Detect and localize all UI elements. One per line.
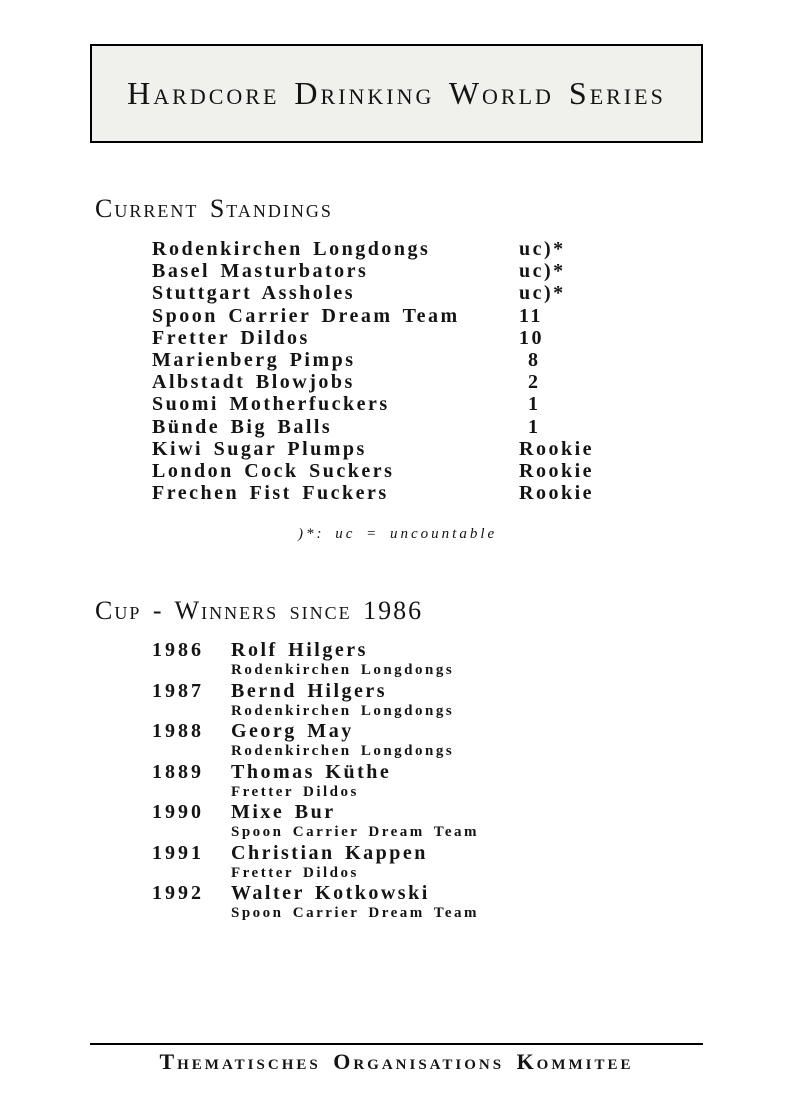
winner-entry	[90, 762, 703, 803]
winner-entry	[90, 681, 703, 722]
winner-entry	[90, 843, 703, 884]
title-box	[90, 44, 703, 143]
winners-heading: Cup - Winners since 1986	[95, 596, 424, 625]
team-name: Marienberg Pimps	[152, 348, 356, 371]
standings-list	[90, 238, 703, 504]
standings-row	[90, 305, 703, 327]
winner-name: Thomas Küthe	[231, 760, 392, 783]
standings-row	[90, 371, 703, 393]
standings-heading: Current Standings	[95, 194, 333, 223]
winner-team: Fretter Dildos	[231, 783, 359, 800]
standings-footnote: )*: uc = uncountable	[298, 526, 498, 542]
footer-committee-name: Thematisches Organisations Kommitee	[159, 1049, 634, 1074]
standings-row	[90, 482, 703, 504]
team-name: Albstadt Blowjobs	[152, 371, 355, 394]
team-score: uc)*	[519, 260, 566, 283]
winner-team: Rodenkirchen Longdongs	[231, 662, 455, 678]
winner-entry	[90, 883, 703, 924]
page-title: Hardcore Drinking World Series	[127, 75, 666, 111]
team-name: Basel Masturbators	[152, 260, 369, 283]
team-name: Bünde Big Balls	[152, 415, 333, 438]
winner-team: Rodenkirchen Longdongs	[231, 702, 455, 719]
standings-row	[90, 349, 703, 371]
team-name: London Cock Suckers	[152, 459, 395, 482]
winner-name: Mixe Bur	[231, 801, 336, 823]
winner-year: 1889	[152, 760, 204, 783]
winner-team: Spoon Carrier Dream Team	[231, 905, 480, 921]
winner-year: 1991	[152, 841, 204, 864]
winner-name: Christian Kappen	[231, 841, 428, 864]
standings-row	[90, 393, 703, 415]
standings-row	[90, 460, 703, 482]
winner-entry	[90, 640, 703, 681]
team-name: Rodenkirchen Longdongs	[152, 238, 431, 260]
team-score: 1	[528, 393, 541, 416]
team-name: Kiwi Sugar Plumps	[152, 437, 367, 460]
winner-name: Walter Kotkowski	[231, 882, 430, 904]
winner-team: Spoon Carrier Dream Team	[231, 824, 480, 840]
winner-year: 1992	[152, 882, 204, 904]
standings-row	[90, 438, 703, 460]
team-score: 11	[519, 304, 543, 327]
team-score: uc)*	[519, 282, 566, 305]
team-score: 1	[528, 415, 541, 438]
footer-divider	[90, 1043, 703, 1045]
winner-name: Georg May	[231, 720, 354, 742]
team-name: Stuttgart Assholes	[152, 282, 356, 305]
team-score: uc)*	[519, 238, 566, 260]
winner-year: 1986	[152, 639, 204, 661]
winner-year: 1988	[152, 720, 204, 742]
team-score: 10	[519, 326, 544, 349]
team-name: Frechen Fist Fuckers	[152, 482, 389, 505]
team-score: 8	[528, 348, 541, 371]
winner-name: Bernd Hilgers	[231, 679, 388, 702]
team-score: Rookie	[519, 437, 594, 460]
team-name: Suomi Motherfuckers	[152, 393, 390, 416]
team-score: 2	[528, 371, 541, 394]
winner-entry	[90, 721, 703, 762]
standings-row	[90, 260, 703, 282]
winner-year: 1990	[152, 801, 204, 823]
team-score: Rookie	[519, 459, 594, 482]
standings-row	[90, 238, 703, 260]
team-name: Fretter Dildos	[152, 326, 310, 349]
winner-year: 1987	[152, 679, 204, 702]
standings-row	[90, 282, 703, 304]
standings-row	[90, 327, 703, 349]
team-name: Spoon Carrier Dream Team	[152, 304, 460, 327]
winners-list	[90, 640, 703, 924]
winner-team: Fretter Dildos	[231, 864, 359, 881]
team-score: Rookie	[519, 482, 594, 505]
winner-team: Rodenkirchen Longdongs	[231, 743, 455, 759]
winner-name: Rolf Hilgers	[231, 639, 368, 661]
winner-entry	[90, 802, 703, 843]
standings-row	[90, 416, 703, 438]
